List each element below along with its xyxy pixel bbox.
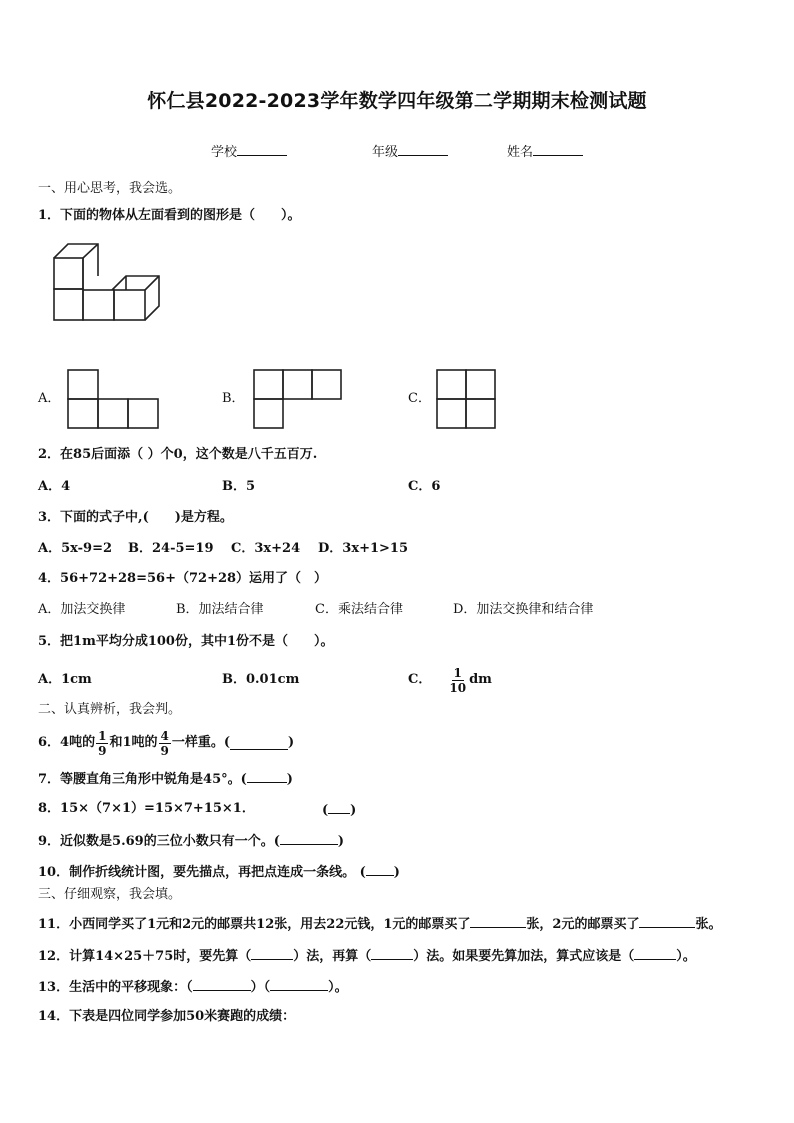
school-field	[211, 142, 287, 162]
q12-blank-1[interactable]	[251, 946, 293, 960]
q6-fraction-2: $\frac{4}{9}$	[160, 728, 169, 758]
q13-blank-1[interactable]	[193, 977, 251, 991]
question-2: 2．在85后面添（ ）个0，这个数是八千五百万.	[38, 447, 318, 462]
q6-answer-blank[interactable]	[230, 736, 288, 750]
q5-option-c[interactable]	[408, 660, 492, 700]
q1-option-a-figure[interactable]	[66, 368, 160, 430]
q13-blank-2[interactable]	[270, 977, 328, 991]
grade-field	[372, 142, 448, 162]
question-3: 3．下面的式子中,( )是方程。	[38, 510, 233, 525]
section-heading-2: 二、认真辨析，我会判。	[38, 702, 182, 717]
q11-blank-1[interactable]	[470, 914, 526, 928]
name-field	[507, 142, 583, 162]
q3-option-c[interactable]: C．3x+24	[231, 541, 301, 556]
q3-option-d[interactable]: D．3x+1>15	[318, 541, 408, 556]
question-14: 14．下表是四位同学参加50米赛跑的成绩：	[38, 1009, 296, 1024]
q8-answer: ( )	[322, 800, 356, 820]
q5-fraction: $\frac{1}{10}$	[449, 665, 467, 695]
name-label: 姓名	[507, 145, 534, 160]
q1-option-a-label[interactable]: A．	[38, 391, 61, 406]
q10-answer-blank[interactable]	[366, 862, 394, 876]
question-8: 8．15×（7×1）=15×7+15×1．	[38, 801, 255, 816]
section-heading-1: 一、用心思考，我会选。	[38, 181, 182, 196]
question-9: 9．近似数是5.69的三位小数只有一个。( )	[38, 831, 344, 851]
q4-option-a[interactable]: A．加法交换律	[38, 602, 126, 617]
question-12: 12．计算14×25＋75时，要先算（ ）法，再算（ ）法。如果要先算加法，算式应该是（ ）。	[38, 946, 696, 966]
q1-option-b-figure[interactable]	[252, 368, 344, 430]
q1-option-c-figure[interactable]	[435, 368, 497, 430]
q3-option-b[interactable]: B．24-5=19	[128, 541, 214, 556]
q5-option-a[interactable]: A．1cm	[38, 672, 92, 687]
q3-option-a[interactable]: A．5x-9=2	[38, 541, 113, 556]
school-label: 学校	[211, 145, 238, 160]
q5-option-c-label: C．	[408, 672, 432, 687]
question-4: 4．56+72+28=56+（72+28）运用了（ ）	[38, 571, 328, 586]
grade-label: 年级	[372, 145, 399, 160]
school-blank[interactable]	[237, 142, 287, 156]
page-title: 怀仁县2022-2023学年数学四年级第二学期期末检测试题	[147, 90, 647, 112]
q11-blank-2[interactable]	[639, 914, 695, 928]
q5-option-b[interactable]: B．0.01cm	[222, 672, 300, 687]
q9-answer-blank[interactable]	[280, 831, 338, 845]
q1-option-c-label[interactable]: C．	[408, 391, 431, 406]
q5-unit: dm	[469, 672, 492, 687]
q2-option-c[interactable]: C．6	[408, 479, 441, 494]
question-1: 1．下面的物体从左面看到的图形是（ ）。	[38, 208, 301, 223]
q1-option-b-label[interactable]: B．	[222, 391, 245, 406]
q2-option-a[interactable]: A．4	[38, 479, 71, 494]
question-11: 11．小西同学买了1元和2元的邮票共12张，用去22元钱，1元的邮票买了 张，2元的邮票买了 张。	[38, 914, 721, 934]
question-7: 7．等腰直角三角形中锐角是45°。( )	[38, 769, 293, 789]
q2-option-b[interactable]: B．5	[222, 479, 256, 494]
section-heading-3: 三、仔细观察，我会填。	[38, 887, 182, 902]
q6-fraction-1: $\frac{1}{9}$	[98, 728, 107, 758]
q12-blank-2[interactable]	[371, 946, 413, 960]
q4-option-c[interactable]: C．乘法结合律	[315, 602, 403, 617]
question-5: 5．把1m平均分成100份，其中1份不是（ ）。	[38, 634, 334, 649]
grade-blank[interactable]	[398, 142, 448, 156]
question-6: 6．4吨的 $\frac{1}{9}$ 和1吨的 $\frac{4}{9}$ 一样重。( )	[38, 728, 295, 758]
q7-answer-blank[interactable]	[247, 769, 287, 783]
q4-option-d[interactable]: D．加法交换律和结合律	[453, 602, 594, 617]
q4-option-b[interactable]: B．加法结合律	[176, 602, 264, 617]
q12-blank-3[interactable]	[634, 946, 676, 960]
name-blank[interactable]	[533, 142, 583, 156]
q8-answer-blank[interactable]	[328, 800, 350, 814]
cube-stack-figure	[50, 240, 166, 336]
question-13: 13．生活中的平移现象：（ ）（ ）。	[38, 977, 348, 997]
question-10: 10．制作折线统计图，要先描点，再把点连成一条线。 ( )	[38, 862, 400, 882]
